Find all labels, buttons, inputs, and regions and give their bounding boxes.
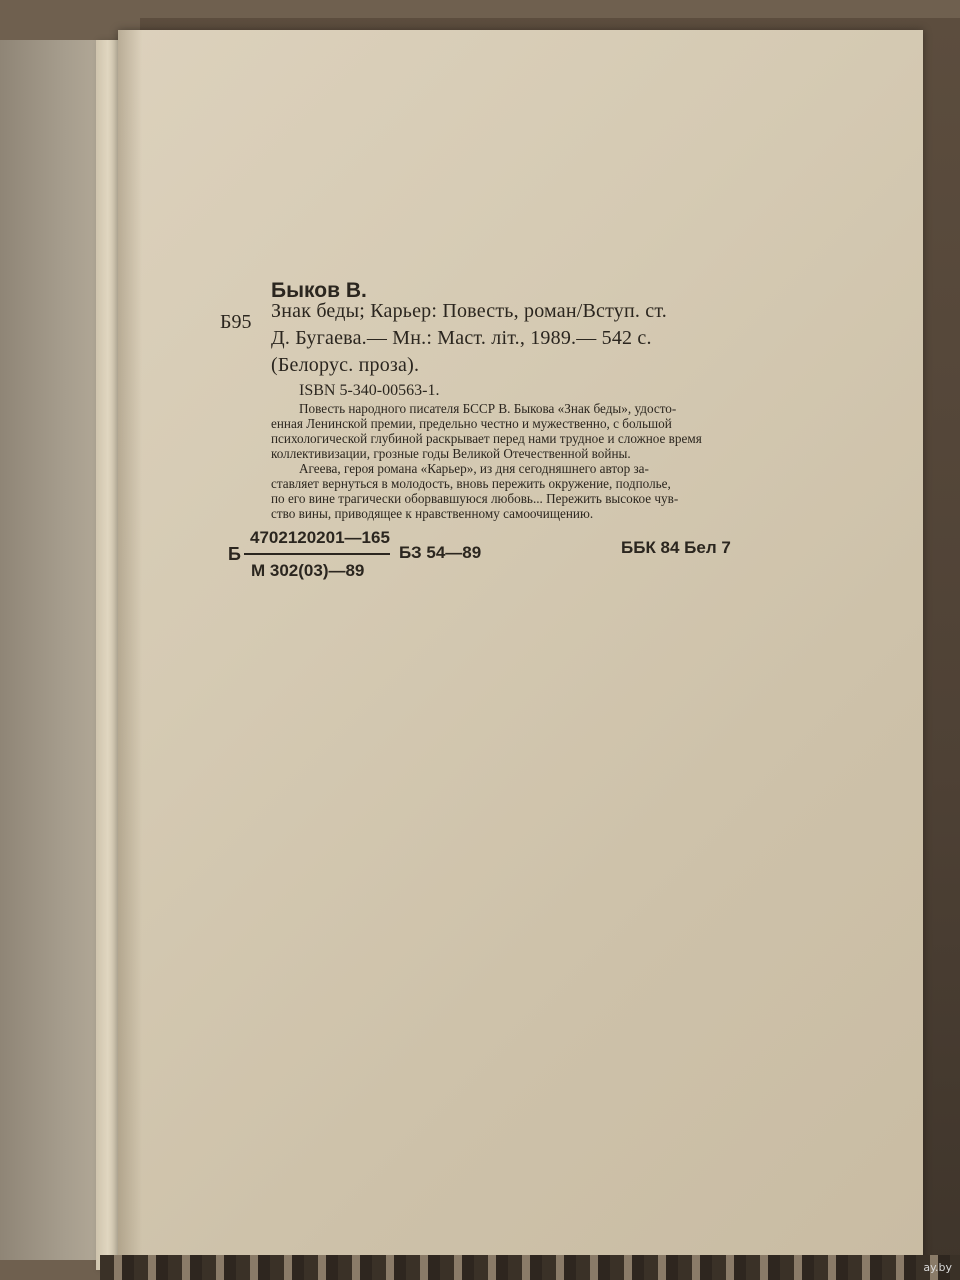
code-letter: Б bbox=[228, 544, 241, 564]
catalog-description-line: (Белорус. проза). bbox=[271, 354, 420, 376]
annotation-line: Повесть народного писателя БССР В. Быкова «Знак беды», удосто- bbox=[299, 401, 677, 416]
annotation-line: Агеева, героя романа «Карьер», из дня сегодняшнего автор за- bbox=[299, 461, 649, 476]
title-verso-page bbox=[118, 30, 923, 1268]
catalog-author: Быков В. bbox=[271, 279, 367, 302]
catalog-description-line: Знак беды; Карьер: Повесть, роман/Вступ. ст. bbox=[271, 300, 667, 322]
annotation-line: коллективизации, грозные годы Великой Отечественной войны. bbox=[271, 446, 631, 461]
code-bz: БЗ 54—89 bbox=[399, 543, 482, 562]
annotation-line: енная Ленинской премии, предельно честно и мужественно, с большой bbox=[271, 416, 672, 431]
catalog-index: Б95 bbox=[220, 311, 252, 333]
annotation-line: ство вины, приводящее к нравственному самоочищению. bbox=[271, 506, 594, 521]
code-fraction-line bbox=[244, 553, 390, 555]
isbn: ISBN 5-340-00563-1. bbox=[299, 382, 440, 399]
code-bbk: ББК 84 Бел 7 bbox=[621, 538, 731, 557]
tablecloth-strip bbox=[100, 1255, 960, 1280]
code-denominator: М 302(03)—89 bbox=[251, 561, 365, 580]
annotation-line: ставляет вернуться в молодость, вновь пережить окружение, подполье, bbox=[271, 476, 671, 491]
catalog-description-line: Д. Бугаева.— Мн.: Маст. літ., 1989.— 542 с. bbox=[271, 327, 652, 349]
annotation-line: психологической глубиной раскрывает перед нами трудное и сложное время bbox=[271, 431, 702, 446]
watermark: ay.by bbox=[923, 1261, 952, 1274]
annotation-line: по его вине трагически оборвавшуюся любовь... Пережить высокое чув- bbox=[271, 491, 679, 506]
page-gutter-shadow bbox=[118, 30, 142, 1268]
code-numerator: 4702120201—165 bbox=[250, 528, 390, 547]
